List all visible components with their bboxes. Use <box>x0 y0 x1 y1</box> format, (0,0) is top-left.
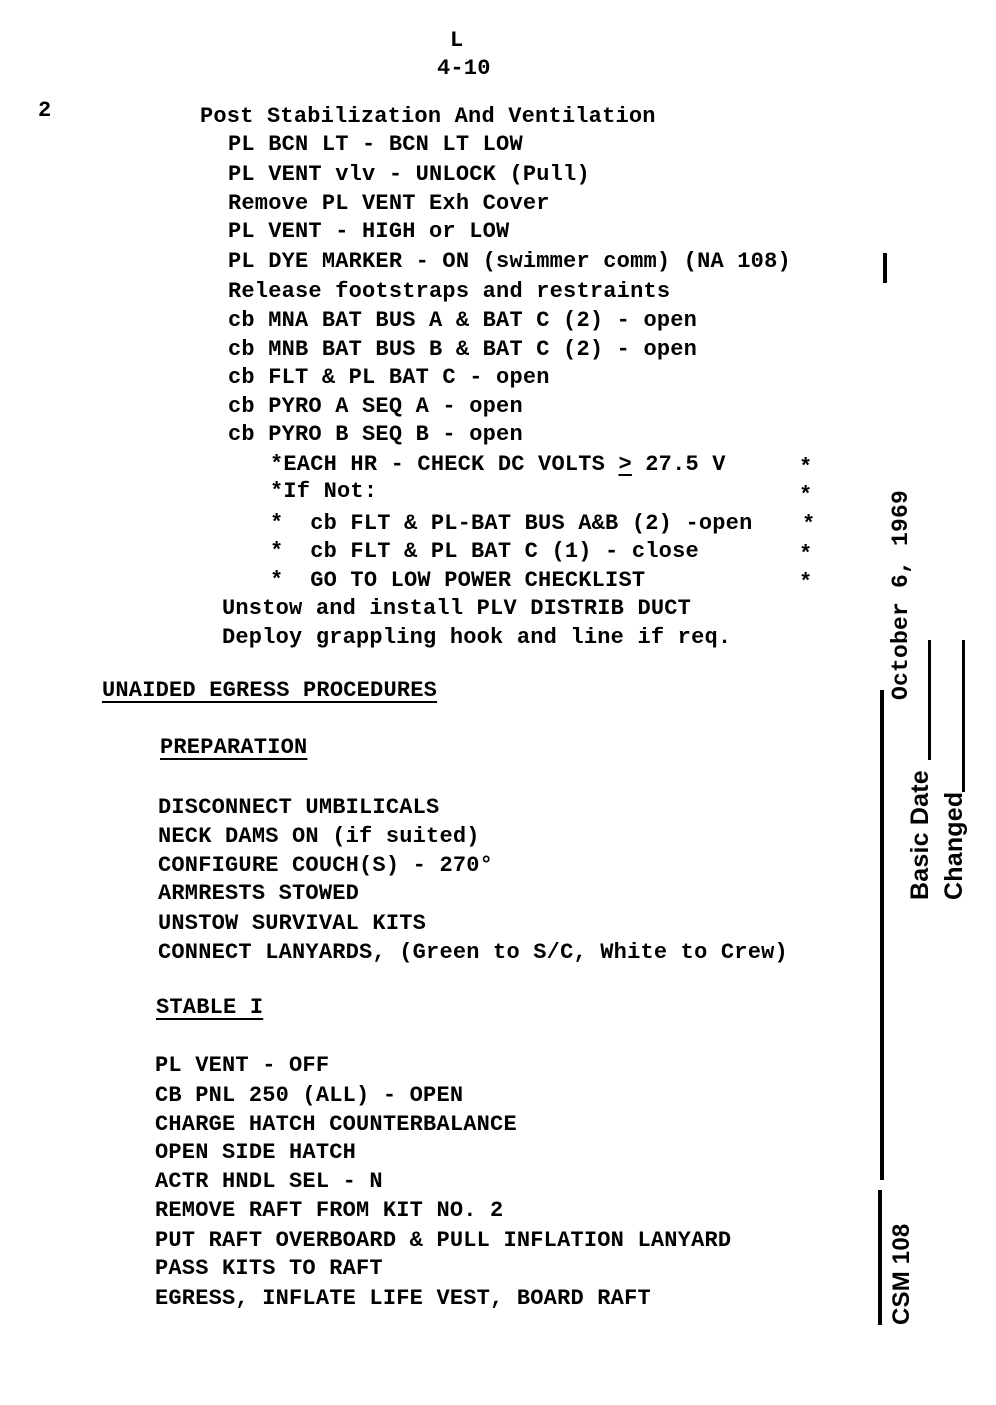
list-item: ARMRESTS STOWED <box>158 881 360 906</box>
preparation-heading: PREPARATION <box>160 735 308 760</box>
list-item: cb FLT & PL BAT C - open <box>228 365 550 390</box>
list-item: cb PYRO B SEQ B - open <box>228 422 523 447</box>
list-item: ACTR HNDL SEL - N <box>155 1169 383 1194</box>
change-bar <box>883 253 887 283</box>
list-item: Release footstraps and restraints <box>228 279 671 304</box>
margin-rule <box>880 690 884 1180</box>
csm-label: CSM 108 <box>888 1223 915 1325</box>
section-title: Post Stabilization And Ventilation <box>200 104 656 129</box>
list-item: cb MNA BAT BUS A & BAT C (2) - open <box>228 308 698 333</box>
date-value: October 6, 1969 <box>888 489 914 700</box>
margin-rule <box>878 1190 882 1325</box>
list-item: Deploy grappling hook and line if req. <box>222 625 732 650</box>
star-marker: * <box>799 455 813 480</box>
list-item: PUT RAFT OVERBOARD & PULL INFLATION LANYARD <box>155 1228 732 1253</box>
list-item: Remove PL VENT Exh Cover <box>228 191 550 216</box>
if-not-label: *If Not: <box>270 479 378 504</box>
list-item: CB PNL 250 (ALL) - OPEN <box>155 1083 464 1108</box>
list-item: PL VENT vlv - UNLOCK (Pull) <box>228 162 590 187</box>
list-item: NECK DAMS ON (if suited) <box>158 824 480 849</box>
list-item: CONNECT LANYARDS, (Green to S/C, White to Crew) <box>158 940 788 965</box>
changed-label: Changed <box>940 791 968 900</box>
changed-line <box>962 640 965 792</box>
star-marker: * <box>799 542 813 567</box>
page-reference: 4-10 <box>437 56 491 81</box>
list-item: PASS KITS TO RAFT <box>155 1256 383 1281</box>
list-item: PL BCN LT - BCN LT LOW <box>228 132 523 157</box>
list-item: cb MNB BAT BUS B & BAT C (2) - open <box>228 337 698 362</box>
each-hour-check: *EACH HR - CHECK DC VOLTS > 27.5 V <box>270 452 726 477</box>
unaided-egress-title: UNAIDED EGRESS PROCEDURES <box>102 678 438 703</box>
starred-item: * cb FLT & PL-BAT BUS A&B (2) -open <box>270 511 753 536</box>
starred-item: * cb FLT & PL BAT C (1) - close <box>270 539 699 564</box>
star-marker: * <box>802 512 816 537</box>
header-letter: L <box>450 28 464 53</box>
list-item: cb PYRO A SEQ A - open <box>228 394 523 419</box>
list-item: PL VENT - OFF <box>155 1053 330 1078</box>
star-marker: * <box>799 483 813 508</box>
list-item: CHARGE HATCH COUNTERBALANCE <box>155 1112 517 1137</box>
list-item: UNSTOW SURVIVAL KITS <box>158 911 427 936</box>
list-item: PL VENT - HIGH or LOW <box>228 219 510 244</box>
starred-item: * GO TO LOW POWER CHECKLIST <box>270 568 646 593</box>
step-number: 2 <box>38 98 52 123</box>
list-item: OPEN SIDE HATCH <box>155 1140 357 1165</box>
list-item: EGRESS, INFLATE LIFE VEST, BOARD RAFT <box>155 1286 651 1311</box>
list-item: CONFIGURE COUCH(S) - 270° <box>158 853 494 878</box>
star-marker: * <box>799 570 813 595</box>
list-item: REMOVE RAFT FROM KIT NO. 2 <box>155 1198 504 1223</box>
list-item: Unstow and install PLV DISTRIB DUCT <box>222 596 692 621</box>
list-item: DISCONNECT UMBILICALS <box>158 795 440 820</box>
list-item: PL DYE MARKER - ON (swimmer comm) (NA 108) <box>228 249 791 274</box>
basic-date-line <box>928 640 931 760</box>
basic-date-label: Basic Date <box>906 770 934 900</box>
stable-1-heading: STABLE I <box>156 995 264 1020</box>
